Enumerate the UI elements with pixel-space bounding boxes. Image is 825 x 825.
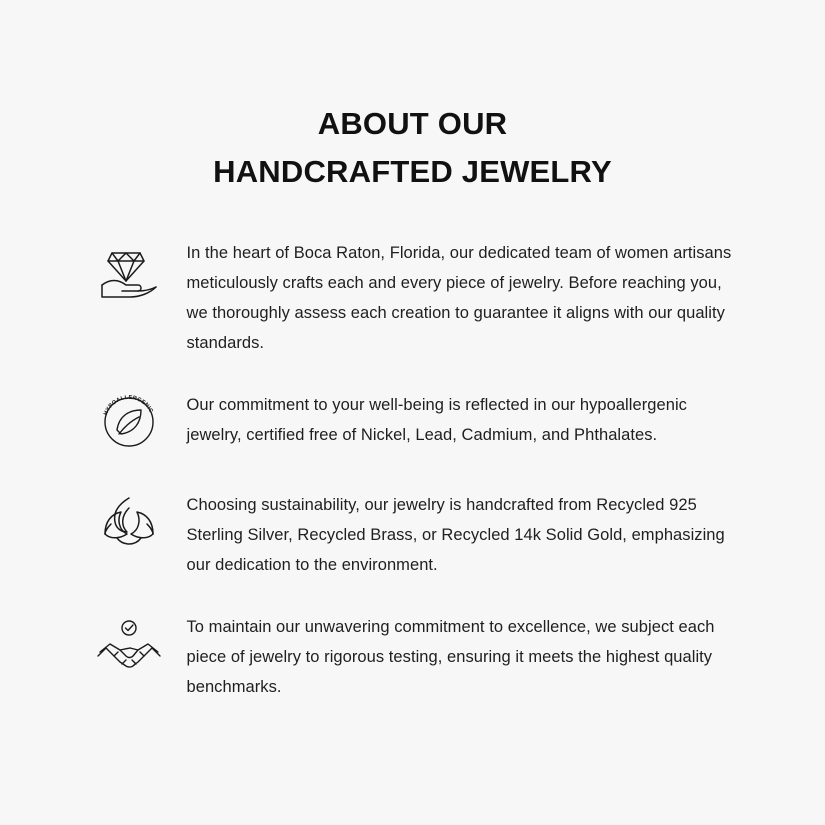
list-item-text: To maintain our unwavering commitment to excellence, we subject each piece of jewelry to rigorous testing, ensuring it meets the highest quality benchmarks. bbox=[186, 618, 715, 696]
diamond-in-hand-icon bbox=[93, 236, 165, 308]
list-item-text: Choosing sustainability, our jewelry is handcrafted from Recycled 925 Sterling Silver, Recycled Brass, or Recycled 14k Solid Gold, emphasizing our dedication to the environment. bbox=[186, 496, 725, 574]
page-title-line-2: HANDCRAFTED JEWELRY bbox=[213, 154, 612, 189]
handshake-check-icon bbox=[93, 612, 165, 684]
list-item bbox=[93, 232, 733, 358]
svg-text:HYPOALLERGENIC: HYPOALLERGENIC bbox=[102, 394, 154, 417]
feature-list bbox=[93, 232, 733, 702]
list-item bbox=[93, 484, 733, 580]
list-item-text: In the heart of Boca Raton, Florida, our dedicated team of women artisans meticulously crafts each and every piece of jewelry. Before reaching you, we thoroughly assess each creation to guarantee it aligns with our quality standards. bbox=[186, 244, 732, 352]
list-item-text: Our commitment to your well-being is reflected in our hypoallergenic jewelry, certified free of Nickel, Lead, Cadmium, and Phthalates. bbox=[186, 396, 687, 444]
page-title bbox=[93, 100, 733, 196]
list-item bbox=[93, 606, 733, 702]
recycled-leaves-icon bbox=[93, 486, 165, 558]
hypoallergenic-badge-icon bbox=[93, 386, 165, 458]
list-item bbox=[93, 384, 733, 458]
page-title-line-1: ABOUT OUR bbox=[317, 106, 508, 141]
